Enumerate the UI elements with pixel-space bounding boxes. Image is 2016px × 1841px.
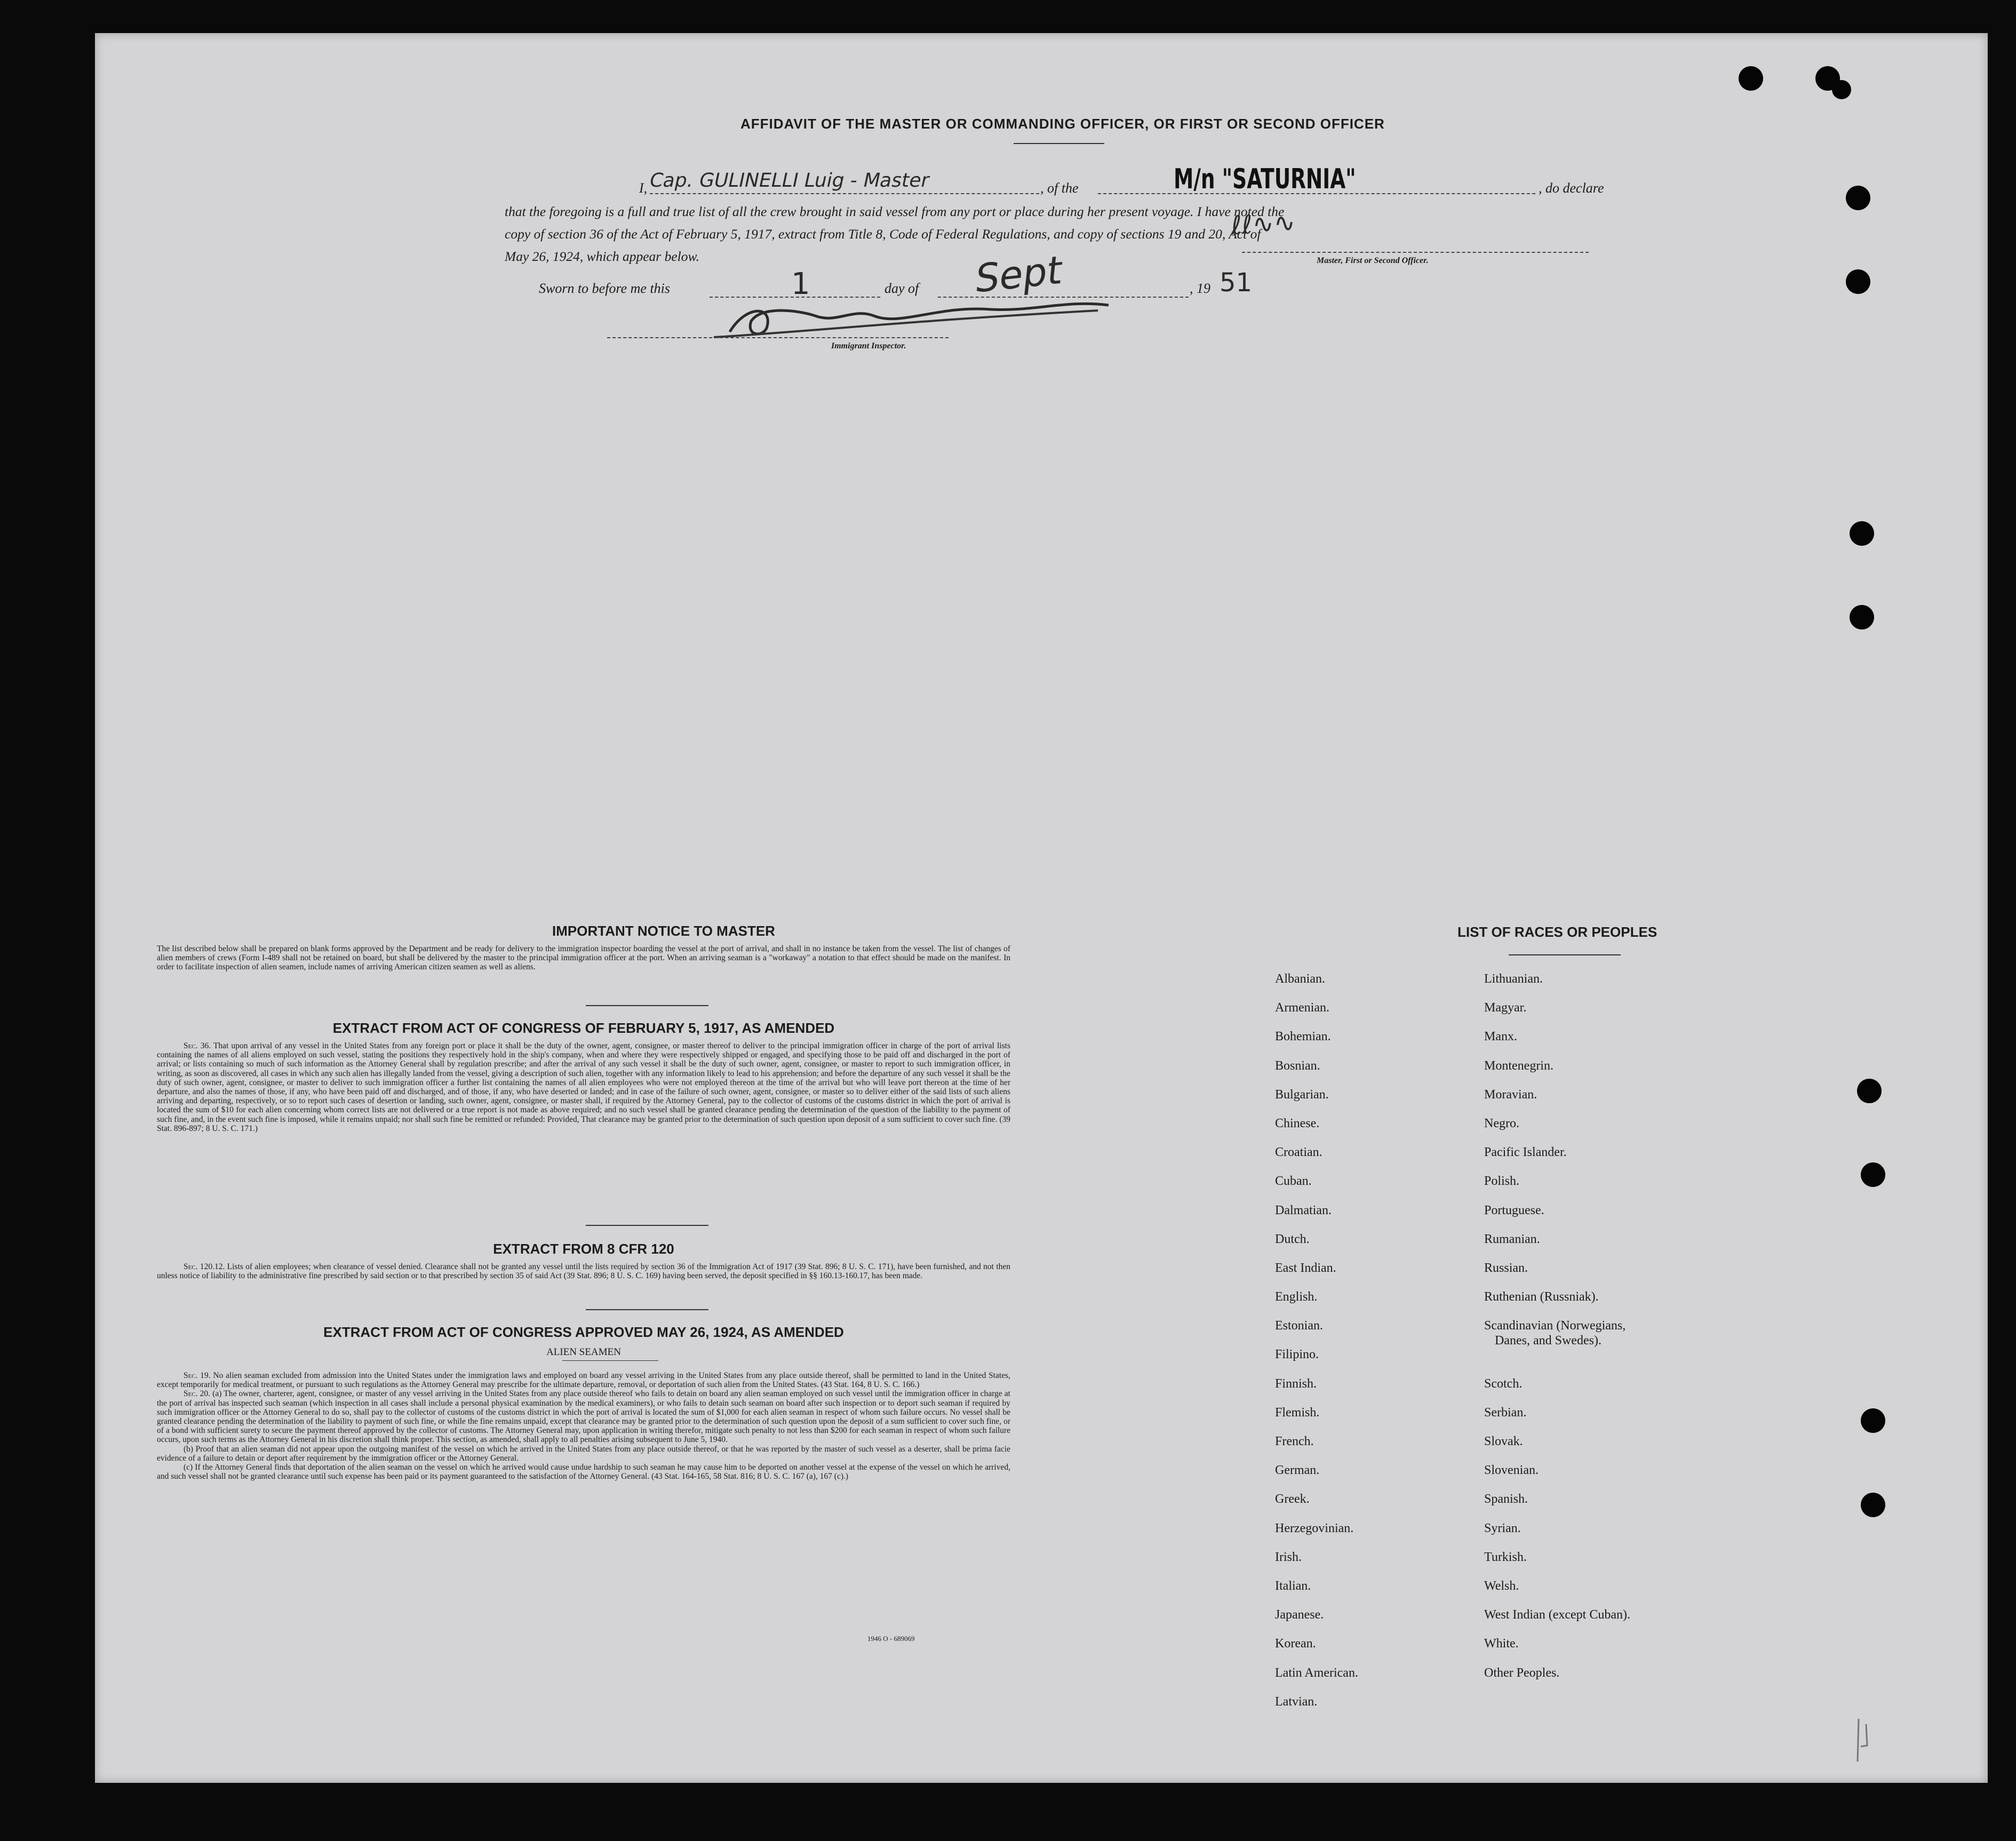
race-item: Irish. bbox=[1275, 1550, 1302, 1564]
race-item: Korean. bbox=[1275, 1637, 1316, 1651]
race-item: Pacific Islander. bbox=[1484, 1145, 1567, 1160]
master-name-handwritten: Cap. GULINELLI Luig - Master bbox=[647, 170, 931, 192]
race-item: Turkish. bbox=[1484, 1550, 1527, 1564]
race-item: White. bbox=[1484, 1637, 1519, 1651]
punch-hole bbox=[1846, 186, 1870, 210]
notice-title: IMPORTANT NOTICE TO MASTER bbox=[552, 923, 775, 939]
print-code: 1946 O - 689069 bbox=[867, 1635, 915, 1643]
year-handwritten: 51 bbox=[1220, 268, 1253, 298]
extract-1924-title: EXTRACT FROM ACT OF CONGRESS APPROVED MAY 26, 1924, AS AMENDED bbox=[323, 1324, 844, 1340]
inspector-caption: Immigrant Inspector. bbox=[831, 341, 906, 350]
affidavit-line-1-mid: , of the bbox=[1040, 180, 1079, 196]
notice-body: The list described below shall be prepared on blank forms approved by the Department and be ready for delivery to the immigration inspector boarding the vessel at the port of arrival, and shall in no instance be taken from the vessel. The list of changes of alien members of crews (Form I-489 shall not be retained on board, but shall be delivered by the master to the principal immigration officer at the port. When an arriving seaman is a "workaway" a notation to that effect should be made on the manifest. In order to facilitate inspection of alien seamen, include names of arriving American citizen seamen as well as aliens. bbox=[157, 944, 1010, 972]
affidavit-line-1-suffix: , do declare bbox=[1539, 180, 1604, 196]
race-item: Cuban. bbox=[1275, 1174, 1312, 1189]
race-item: Bosnian. bbox=[1275, 1058, 1320, 1073]
race-item: Italian. bbox=[1275, 1579, 1311, 1593]
section-20-label: Sec. 20. bbox=[184, 1389, 211, 1399]
notice-divider bbox=[586, 1005, 708, 1006]
race-item: Danes, and Swedes). bbox=[1495, 1334, 1601, 1348]
punch-hole bbox=[1846, 269, 1870, 294]
race-item: Herzegovinian. bbox=[1275, 1521, 1354, 1535]
race-item: Rumanian. bbox=[1484, 1232, 1540, 1246]
margin-pencil-mark bbox=[1848, 1714, 1880, 1767]
race-item: Scandinavian (Norwegians, bbox=[1484, 1319, 1626, 1333]
section-36-label: Sec. 36. bbox=[184, 1041, 211, 1050]
race-item: Slovenian. bbox=[1484, 1463, 1539, 1478]
race-item: Filipino. bbox=[1275, 1348, 1319, 1362]
races-column-2 bbox=[1484, 972, 1630, 1695]
extract-1917-title: EXTRACT FROM ACT OF CONGRESS OF FEBRUARY 5, 1917, AS AMENDED bbox=[332, 1020, 835, 1036]
alien-seamen-subtitle: ALIEN SEAMEN bbox=[546, 1346, 621, 1358]
race-item: Bulgarian. bbox=[1275, 1087, 1329, 1102]
race-item: Welsh. bbox=[1484, 1579, 1519, 1593]
section-36-text: That upon arrival of any vessel in the United States from any foreign port or place it shall be the duty of the owner, agent, consignee, or master thereof to deliver to the principal immigration officer in charge of the port of arrival lists containing the names of all aliens employed on such vessel, stating the positions they respectively hold in the ship's company, when and where they were respectively shipped or engaged, and specifying those to be paid off and discharged in the port of arrival; or lists containing so much of such information as the Attorney General shall by regulation prescribe; and after the arrival of any such vessel it shall be the duty of such owner, agent, consignee, or master to report to such immigration officer, in writing, as soon as discovered, all cases in which any such alien has illegally landed from the vessel, giving a description of such alien, together with any information likely to lead to his apprehension; and before the departure of any such vessel it shall be the duty of such owner, agent, consignee, or master to deliver to such immigration officer a further list containing the names of all alien employees who were not employed thereon at the time of the arrival but who will leave port thereon at the time of her departure, and also the names of those, if any, who have been paid off and discharged, and of those, if any, who have deserted or landed; and in case of the failure of such owner, agent, consignee, or master so to deliver either of the said lists of such aliens arriving and departing, respectively, or so to report such cases of desertion or landing, such owner, agent, consignee, or master shall, if required by the Attorney General, pay to the collector of customs of the customs district in which the port of arrival is located the sum of $10 for each alien concerning whom correct lists are not delivered or a true report is not made as above required; and no such vessel shall be granted clearance pending the determination of the question of the liability to the payment of such fine, and, in the event such fine is imposed, while it remains unpaid; nor shall such fine be remitted or refunded: Provided, That clearance may be granted prior to the determination of such question upon deposit of a sum sufficient to cover such fine. (39 Stat. 896-897; 8 U. S. C. 171.) bbox=[157, 1041, 1010, 1133]
race-item: Ruthenian (Russniak). bbox=[1484, 1290, 1599, 1304]
race-item: Estonian. bbox=[1275, 1319, 1323, 1333]
race-item: Lithuanian. bbox=[1484, 972, 1543, 986]
race-item: Latvian. bbox=[1275, 1694, 1318, 1709]
race-item: Other Peoples. bbox=[1484, 1665, 1560, 1680]
year-prefix: , 19 bbox=[1190, 281, 1210, 296]
affidavit-line-1-prefix: I, bbox=[639, 180, 648, 196]
race-item: Montenegrin. bbox=[1484, 1058, 1553, 1073]
race-item: East Indian. bbox=[1275, 1261, 1336, 1275]
race-item: Moravian. bbox=[1484, 1087, 1537, 1102]
section-20a-paragraph bbox=[157, 1389, 1010, 1444]
day-of-label: day of bbox=[885, 281, 919, 296]
sworn-day-handwritten: 1 bbox=[791, 267, 810, 301]
races-title: LIST OF RACES OR PEOPLES bbox=[1457, 924, 1658, 940]
section-19-label: Sec. 19. bbox=[184, 1371, 211, 1380]
section-20b-paragraph: (b) Proof that an alien seaman did not appear upon the outgoing manifest of the vessel on which he arrived in the United States from any place outside thereof, or that he was reported by the master of such vessel as a deserter, shall be prima facie evidence of a failure to detain or deport after requirement by the immigration officer or the Attorney General. bbox=[157, 1444, 1010, 1463]
race-item: Flemish. bbox=[1275, 1405, 1320, 1420]
race-item: Dalmatian. bbox=[1275, 1203, 1332, 1217]
race-item: Albanian. bbox=[1275, 972, 1325, 986]
vessel-name-line bbox=[1098, 193, 1535, 194]
race-item: Magyar. bbox=[1484, 1001, 1527, 1015]
inspector-signature bbox=[714, 284, 1119, 348]
races-column-1 bbox=[1275, 972, 1358, 1724]
inspector-line bbox=[607, 337, 949, 338]
extract-1924-body bbox=[157, 1371, 1010, 1481]
race-item: Japanese. bbox=[1275, 1608, 1324, 1622]
race-item: Dutch. bbox=[1275, 1232, 1310, 1246]
section-20a-text: (a) The owner, charterer, agent, consignee, or master of any vessel arriving in the United States from any place outside thereof who fails to detain on board any alien seaman employed on such vessel until the immigration officer in charge at the port of arrival has inspected such seaman (which inspection in all cases shall include a personal physical examination by the medical examiners), or who fails to detain such seaman on board after such inspection or to deport such seaman if required by such immigration officer or the Attorney General to do so, shall pay to the collector of customs of the customs district in which the port of arrival is located the sum of $1,000 for each alien seaman in respect of whom such failure occurs. No vessel shall be granted clearance pending the determination of the liability to payment of such fine, or while the fine remains unpaid, except that clearance may be granted prior to the determination of such question upon the deposit of a sum sufficient to cover such fine, or of a bond with sufficient surety to secure the payment thereof approved by the collector of customs. The Attorney General may, upon application in writing therefor, mitigate such penalty to not less than $200 for each seaman in respect of whom such failure occurs, upon such terms as the Attorney General in his discretion shall think proper. This section, as amended, shall apply to all penalties arising subsequent to June 5, 1940. bbox=[157, 1389, 1010, 1445]
affidavit-title: AFFIDAVIT OF THE MASTER OR COMMANDING OFFICER, OR FIRST OR SECOND OFFICER bbox=[740, 116, 1385, 132]
punch-hole bbox=[1861, 1493, 1885, 1517]
affidavit-line-4: May 26, 1924, which appear below. bbox=[505, 249, 699, 264]
punch-hole bbox=[1861, 1408, 1885, 1433]
race-item: Syrian. bbox=[1484, 1521, 1521, 1535]
punch-hole bbox=[1850, 605, 1874, 629]
race-item: French. bbox=[1275, 1434, 1314, 1448]
punch-hole bbox=[1850, 521, 1874, 546]
race-item: Croatian. bbox=[1275, 1145, 1322, 1160]
section-19-text: No alien seaman excluded from admission into the United States under the immigration laws and employed on board any vessel arriving in the United States from any place outside thereof, shall be permitted to land in the United States, except temporarily for medical treatment, or pursuant to such regulations as the Attorney General may prescribe for the ultimate departure, removal, or deportation of such alien from the United States. (43 Stat. 164, 8 U. S. C. 166.) bbox=[157, 1371, 1010, 1390]
section-20c-paragraph: (c) If the Attorney General finds that deportation of the alien seaman on the vessel on which he arrived would cause undue hardship to such seaman he may cause him to be deported on another vessel at the expense of the vessel on which he arrived, and such vessel shall not be granted clearance until such expense has been paid or its payment guaranteed to the satisfaction of the Attorney General. (43 Stat. 164-165, 58 Stat. 816; 8 U. S. C. 167 (a), 167 (c).) bbox=[157, 1463, 1010, 1481]
affidavit-line-2: that the foregoing is a full and true list of all the crew brought in said vessel from any port or place during her present voyage. I have noted the bbox=[505, 204, 1285, 219]
race-item: Chinese. bbox=[1275, 1116, 1320, 1130]
punch-hole bbox=[1739, 66, 1763, 91]
sworn-month-handwritten: Sept bbox=[973, 246, 1065, 302]
alien-seamen-rule bbox=[562, 1360, 658, 1361]
extract-1917-divider bbox=[586, 1225, 708, 1226]
race-item: German. bbox=[1275, 1463, 1320, 1478]
officer-caption: Master, First or Second Officer. bbox=[1317, 256, 1429, 265]
race-item: Negro. bbox=[1484, 1116, 1519, 1130]
race-item: Greek. bbox=[1275, 1492, 1310, 1507]
officer-signature-line bbox=[1242, 252, 1589, 253]
vessel-name-handwritten: M/n "SATURNIA" bbox=[1174, 163, 1356, 195]
race-item: Slovak. bbox=[1484, 1434, 1523, 1449]
extract-1917-body bbox=[157, 1041, 1010, 1133]
races-title-rule bbox=[1509, 954, 1621, 955]
race-item: Serbian. bbox=[1484, 1405, 1527, 1420]
extract-cfr-body bbox=[157, 1262, 1010, 1280]
race-item: Polish. bbox=[1484, 1174, 1520, 1189]
document-page bbox=[95, 33, 1988, 1783]
race-item: Manx. bbox=[1484, 1030, 1517, 1044]
race-item: Spanish. bbox=[1484, 1492, 1528, 1507]
officer-signature: ℓℓ∿∿ bbox=[1230, 207, 1296, 241]
punch-hole bbox=[1861, 1162, 1885, 1187]
master-name-line bbox=[650, 193, 1039, 194]
race-item: Bohemian. bbox=[1275, 1030, 1331, 1044]
extract-cfr-title: EXTRACT FROM 8 CFR 120 bbox=[493, 1241, 674, 1257]
race-item: Scotch. bbox=[1484, 1376, 1523, 1391]
punch-hole bbox=[1857, 1079, 1882, 1103]
race-item: Russian. bbox=[1484, 1261, 1528, 1275]
race-item: West Indian (except Cuban). bbox=[1484, 1608, 1630, 1622]
punch-hole bbox=[1832, 80, 1851, 99]
sworn-prefix: Sworn to before me this bbox=[539, 281, 671, 296]
section-19-paragraph bbox=[157, 1371, 1010, 1389]
race-item: Latin American. bbox=[1275, 1665, 1358, 1680]
affidavit-line-3: copy of section 36 of the Act of February 5, 1917, extract from Title 8, Code of Federal Regulations, and copy of sections 19 and 20, Act of bbox=[505, 226, 1261, 242]
section-120-text: Lists of alien employees; when clearance of vessel denied. Clearance shall not be granted any vessel until the lists required by section 36 of the Immigration Act of 1917 (39 Stat. 896; 8 U. S. C. 171), have been furnished, and not then unless notice of liability to the administrative fine prescribed by said section or to that prescribed by section 35 of said Act (39 Stat. 896; 8 U. S. C. 169) having been served, the deposit specified in §§ 160.13-160.17, has been made. bbox=[157, 1262, 1011, 1281]
section-120-label: Sec. 120.12. bbox=[184, 1262, 225, 1271]
race-item: Finnish. bbox=[1275, 1376, 1317, 1391]
race-item: Portuguese. bbox=[1484, 1203, 1544, 1217]
title-rule bbox=[1014, 143, 1104, 144]
race-item: English. bbox=[1275, 1290, 1318, 1304]
race-item: Armenian. bbox=[1275, 1001, 1329, 1015]
extract-cfr-divider bbox=[586, 1309, 708, 1310]
